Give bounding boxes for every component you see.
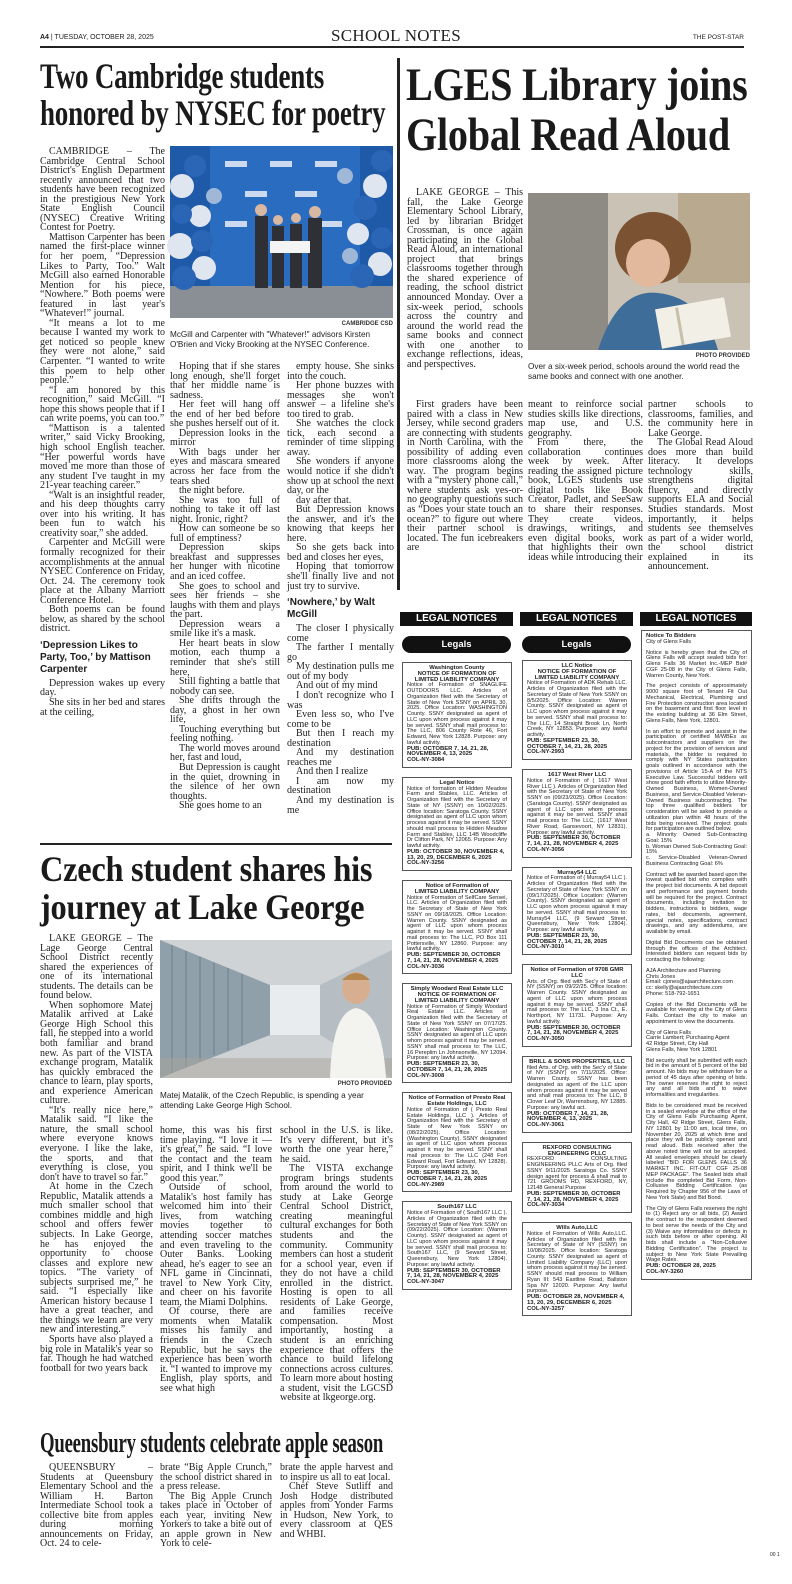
legal-notice [402, 662, 512, 768]
legal-notice [522, 660, 632, 760]
notice-id: COL-NY-3061 [527, 1122, 565, 1128]
notice-id: COL-NY-2989 [407, 1181, 445, 1188]
paragraph: “Mattison is a talented writer,” said Vicky Brooking, high school English teacher. “Her powerful words have moved me more than those of any student I've taught in my 21-year teaching career.” [40, 422, 165, 492]
notice-title: 1617 West River LLC [547, 772, 607, 778]
legal-notices-header: LEGAL NOTICES [640, 612, 752, 626]
notice-body: Notice of Formation of SNAGLIFE OUTDOORS LLC. Articles of Organization filed with the Secretary of State of New York SSNY on APRIL 30, 2025. Office Location: WASHINGTON County. SSNY designated as agent of LLC upon whom process against it may be served. SSNY shall mail process to: The LLC, 806 County Rote 46, Fort Edward, New York 12828. Purpose: any lawful activity. [407, 682, 507, 746]
notice-body: Notice is hereby given that the City of Glens Falls will accept sealed bids for: Glens Falls 36 Market Inc.-MEP Bid# CGF 25-08 in the City of Glens Falls, Warren County, New York. [646, 649, 747, 679]
notice-id: COL-NY-3084 [407, 757, 445, 763]
lges-headline: LGES Library joins Global Read Aloud [406, 59, 748, 161]
student-hallway-photo-image [160, 940, 392, 1078]
czech-column-2 [160, 1126, 272, 1422]
notice-body: Digital Bid Documents can be obtained through the offices of the Architect. Interested bidders can request bids by contacting the following: [646, 939, 747, 963]
paragraph: The Global Read Aloud does more than build literacy. It develops technology skills, strengthens digital fluency, and directly supports ELA and Social Studies standards. Most importantly, it helps students see themselves as part of a wider world, the school district explained in its announcement. [648, 437, 753, 573]
legal-column-2 [522, 660, 632, 1554]
notice-body: Notice of Formation of SelfCare Sensei, LLC. Articles of Organization filed with the Secretary of State of New York SSNY on 09/18/2025. Office Location: Warren County. SSNY designated as agent of LLC upon whom process against it may be served. SSNY shall mail process to: The LLC, PO Box 111 Pottersville, NY 12860. Purpose: any lawful activity. [407, 894, 507, 953]
czech-headline: Czech student shares his journey at Lake George [40, 849, 373, 927]
notice-title: BRILL & SONS PROPERTIES, LLC [529, 1058, 625, 1065]
paragraph: home, this was his first time playing. “I love it — it's great,” he said. “I love the contact and the team spirit, and I think we'll be good this year.” [160, 1125, 272, 1184]
paragraph: But Depression knows the answer, and it's the knowing that keeps her here. [287, 504, 394, 544]
czech-photo-caption: Matej Matalik, of the Czech Republic, is spending a year attending Lake George High School. [160, 1091, 364, 1110]
page-folio: A4 | TUESDAY, OCTOBER 28, 2025 [40, 34, 154, 41]
paragraph: Her phone buzzes with messages she won't answer – a lifeline she's too tired to grab. [287, 380, 394, 420]
legal-notice [522, 1222, 632, 1316]
czech-column-3 [280, 1126, 393, 1422]
paragraph: With bags under her eyes and mascara smeared across her face from the tears shed [170, 446, 280, 487]
paragraph: Sports have also played a big role in Matalik's year so far. Though he had watched football for two years back [40, 1333, 153, 1374]
legal-notice [402, 983, 512, 1083]
notice-body: Arts. of Org. filed with Sec'y of State of NY (SSNY) on 09/22/25. Office location: Warren County. SSNY designated as agent of LLC upon whom process against it may be served. SSNY shall mail process to: The LLC, 3 Ina Ct., E. Northport, NY 11731. Purpose: Any lawful activity. [527, 978, 627, 1025]
paragraph: Chef Steve Sutliff and Josh Hodge distributed apples from Yonder Farms in Hudson, New York, to every classroom at QES and WHBI. [280, 1481, 393, 1540]
notice-body: a. Minority Owned Sub-Contracting Goal: 15% [646, 832, 747, 844]
paragraph: Depression looks in the mirror [170, 427, 280, 449]
notice-publication-dates: PUB: SEPTEMBER 30, OCTOBER 7, 14, 21, 28, NOVEMBER 4, 2025 [527, 1024, 621, 1037]
notice-title: Notice To Bidders [646, 633, 696, 639]
newspaper-name: THE POST-STAR [692, 34, 744, 41]
notice-body: Notice of Formation of Wills Auto,LLC. Articles of Organization filed with the Secretary of State of NY (SSNY) on 10/08/2025. Office location: Saratoga County. SSNY designated as agent of Limited Liability Company (LLC) upon whom process against it may be served. SSNY should mail process to William Ryan III: 543 Eastline Road, Ballston Spa NY 12020. Purpose: Any lawful purpose. [527, 1230, 627, 1295]
notice-title: REXFORD CONSULTING ENGINEERING PLLC [542, 1144, 612, 1157]
notice-body: Notice of Formation of ( 1617 West River LLC ). Articles of Organization filed with the Secretary of State of New York SSNY on (09/23/2025). Office Location: (Saratoga County). SSNY designated as agent of LLC upon whom process against it may be served. SSNY shall mail process to: The LLC, (1617 West River Road, Gansevoort, NY 12831). Purpose: any lawful activity. [527, 777, 627, 836]
notice-id: COL-NY-3034 [527, 1202, 565, 1209]
legal-notice [402, 880, 512, 974]
notice-body: Contract will be awarded based upon the lowest qualified bid who complies with the project bid documents. A bid deposit and performance and payment bonds will be required for the project. Contract documents, including invitation to bidders, instructions to bidders, wage rates, bid documents, agreement, special notes, specifications, contract drawings, and any addendums, are available by email. [646, 871, 747, 935]
legal-column-3 [641, 630, 752, 1554]
notice-publication-dates: PUB: OCTOBER 30, NOVEMBER 4, 13, 20, 29, DECEMBER 6, 2025 [407, 848, 505, 861]
notice-id: COL-NY-3047 [407, 1279, 445, 1285]
legal-column-1 [402, 662, 512, 1554]
notice-publication-dates: PUB: SEPTEMBER 23, 30, OCTOBER 7, 14, 21, 28, 2025 [527, 737, 608, 750]
notice-id: COL-NY-3010 [527, 944, 565, 951]
paragraph: And my destination is me [287, 794, 394, 816]
paragraph: CAMBRIDGE – The Cambridge Central School District's English Department recently announced that two students have been recognized in the prestigious New York State English Council (NYSEC) Creative Writing Contest for Poetry. [40, 146, 165, 234]
paragraph: But Depression is caught in the quiet, drowning in the silence of her own thoughts. [170, 761, 280, 802]
paragraph: Of course, there are moments when Matalik misses his family and friends in the Czech Republic, but he says the experience has been worth it. “I wanted to improve my English, play sports, and see what high [160, 1306, 272, 1394]
cambridge-photo-credit: CAMBRIDGE CSD [341, 321, 393, 327]
notice-publication-dates: PUB: SEPTEMBER 23, 30, OCTOBER 7, 14, 21, 28, 2025 [407, 1170, 488, 1182]
issue-date: TUESDAY, OCTOBER 28, 2025 [54, 34, 154, 41]
page-number: A4 [40, 34, 49, 41]
notice-body: AJA Architecture and Planning [646, 967, 721, 974]
notice-publication-dates: PUB: SEPTEMBER 23, 30, OCTOBER 7, 14, 21, 28, 2025 [527, 932, 608, 945]
lges-photo-caption: Over a six-week period, schools around the world read the same books and connect with one another. [528, 362, 740, 381]
paragraph: She was too full of nothing to take it off last night. Ironic, right? [170, 494, 280, 525]
notice-id: COL-NY-2993 [527, 749, 565, 756]
paragraph: empty house. She sinks into the couch. [287, 361, 394, 382]
paragraph: And out of my mind [296, 680, 378, 692]
legal-notice [522, 1056, 632, 1133]
notice-id: COL-NY-3008 [407, 1072, 445, 1079]
cambridge-column-3 [287, 361, 394, 816]
notice-body: Bids to be considered must be received in a sealed envelope at the office of the City of Glens Falls Purchasing Agent, City Hall, 42 Ridge Street, Glens Falls, NY 12801 by 11:00 am, local time, on November 20, 2025 at which time and place they will be publicly opened and read aloud. Bids received after the above noted time will not be accepted. All sealed envelopes should be clearly labeled “BID FOR GLENS FALLS 36 MARKET INC. FIT-OUT CGF 25-08 MEP PACKAGE”. The Sealed bids shall include the completed Bid Form, Non-Collusive Bidding Certification (as Required by Chapter 956 of the Laws of New York State) and Bid Bond. [646, 1102, 747, 1201]
paragraph: She wonders if anyone would notice if she didn't show up at school the next day, or the [287, 456, 394, 497]
paragraph: But then I reach my destination [287, 728, 394, 749]
paragraph: The world moves around her, fast and loud, [170, 742, 280, 764]
article-rule [40, 843, 392, 845]
queensbury-headline: Queensbury students celebrate apple season [40, 1427, 384, 1459]
paragraph: Her feet will hang off the end of her bed before she pushes herself out of it. [170, 399, 280, 430]
notice-body: REXFORD CONSULTING ENGINEERING PLLC Arts of Org. filed SSNY 9/11/2025 Saratoga Co. SSNY design agent for process & shall mail to 721 GROOMS RD, REXFORD, NY, 12148 General Purpose [527, 1156, 627, 1191]
czech-photo-credit: PHOTO PROVIDED [337, 1081, 392, 1087]
paragraph: Hoping that if she stares long enough, she'll forget that her middle name is sadness. [170, 361, 280, 401]
cambridge-column-1 [40, 146, 165, 718]
paragraph: The VISTA exchange program brings students from around the world to study at Lake George Central School District, creating meaningful cultural exchanges for both students and the community. Community members can host a student for a school year, even if they do not have a child enrolled in the district. Hosting is open to all residents of Lake George, and families receive compensation. Most importantly, hosting a student is an enriching experience that offers the chance to build lifelong connections across cultures. To learn more about hosting a student, visit the LGCSD website at lkgeorge.org. [280, 1163, 393, 1404]
paragraph: LAKE GEORGE – The Lage George Central School District recently shared the experiences of one of its international students. The details can be found below. [40, 933, 153, 1002]
notice-title: LIMITED LIABILITY COMPANY [414, 888, 500, 895]
notice-publication-dates: PUB: SEPTEMBER 30, OCTOBER 7, 14, 21, 28, NOVEMBER 4, 2025 [407, 952, 501, 964]
notice-body: Bid security shall be submitted with each bid in the amount of 5 percent of the bid amount. No bids may be withdrawn for a period of 45 days after opening of bids. The owner reserves the right to reject any and all bids and to waive informalities and irregularities. [646, 1057, 747, 1098]
cambridge-photo-caption: McGill and Carpenter with "Whatever!" advisors Kirsten O'Brien and Vicky Brooking at the NYSEC Conference. [170, 330, 371, 349]
notice-publication-dates: PUB: OCTOBER 7, 14, 21, 28, NOVEMBER 4, 13, 2025 [407, 745, 489, 758]
paragraph: Touching everything but feeling nothing. [170, 723, 280, 745]
notice-body: City of Glens Falls [646, 638, 692, 645]
paragraph: She drifts through the day, a ghost in her own life, [170, 695, 280, 726]
legal-notice [402, 777, 512, 871]
notice-body: Notice of Formation of ADK Rehab LLC. Articles of Organization filed with the Secretary of State of New York SSNY on 8/5/2025. Office Location: Warren County. SSNY designated as agent of LLC upon whom process against it may be served. SSNY shall mail process to: The LLC, 14 Straight Brook Ln, North Creek, NY 12853. Purpose: any lawful activity. [527, 680, 627, 738]
subhead: ‘Nowhere,’ by Walt McGill [287, 597, 375, 621]
paragraph: I don't recognize who I was [287, 689, 394, 711]
notice-publication-dates: PUB: OCTOBER 7, 14, 21, 28, NOVEMBER 4, 13, 2025 [527, 1110, 609, 1123]
notice-title: LLC Notice [561, 663, 593, 669]
notice-body: Glens Falls, New York 12801 [646, 1046, 718, 1053]
notice-body: 42 Ridge Street, City Hall [646, 1041, 709, 1047]
notice-title: Wills Auto,LLC [556, 1225, 598, 1231]
paragraph: QUEENSBURY – Students at Queensbury Elementary School and the William H. Barton Intermediate School took a collective bite from apples during morning announcements on Friday, Oct. 24 to cele- [40, 1462, 153, 1550]
paragraph: The Big Apple Crunch takes place in October of each year, inviting New Yorkers to take a bite out of an apple grown in New York to cele- [160, 1490, 272, 1550]
paragraph: When sophomore Matej Matalik arrived at Lake George High School this fall, he stepped into a world both familiar and brand new. As part of the VISTA exchange program, Matalik has quickly embraced the chance to learn, play sports, and experience American culture. [40, 999, 153, 1107]
paragraph: The farther I mentally go [287, 642, 394, 663]
legal-notice [522, 867, 632, 956]
legals-category-tab[interactable]: Legals [402, 636, 511, 653]
notice-body: cc: skelly@ajaarchitecture.com [646, 985, 723, 991]
paragraph: She watches the clock tick, each second a reminder of time slipping away. [287, 418, 394, 458]
legal-notice [402, 1092, 512, 1192]
paragraph: How can someone be so full of emptiness? [170, 523, 280, 544]
notice-id: COL-NY-3257 [527, 1305, 565, 1312]
notice-id: COL-NY-3056 [527, 846, 565, 853]
notice-body: Phone: 518-792-1651 [646, 990, 700, 997]
lges-column-4 [648, 400, 753, 585]
paragraph: “Walt is an insightful reader, and his deep thoughts carry over into his writing. It has been fun to watch his creativity soar,” she added. [40, 489, 165, 539]
notice-title: NOTICE OF FORMATION OF LIMITED LIABILITY COMPANY [414, 992, 500, 1004]
legals-category-tab[interactable]: Legals [522, 636, 631, 653]
cambridge-photo [170, 146, 393, 318]
paragraph: “It means a lot to me because I wanted my work to get noticed so people knew they were not alone,” said Carpenter. “I wanted to write this poem to help other people.” [40, 317, 165, 387]
paragraph: “I am honored by this recognition,” said McGill. “I hope this shows people that if I can write poems, you can too.” [40, 384, 165, 425]
notice-publication-dates: PUB: SEPTEMBER 30, OCTOBER 7, 14, 21, 28, NOVEMBER 4, 2025 [407, 1267, 501, 1280]
paragraph: The closer I physically come [287, 623, 394, 644]
notice-publication-dates: PUB: OCTOBER 28, NOVEMBER 4, 13, 20, 29, DECEMBER 6, 2025 [527, 1294, 625, 1306]
notice-publication-dates: PUB: SEPTEMBER 30, OCTOBER 7, 14, 21, 28, NOVEMBER 4, 2025 [527, 1190, 621, 1203]
queensbury-column-2 [160, 1463, 272, 1553]
column-divider [397, 58, 400, 590]
paragraph: And then I realize [296, 766, 368, 778]
legal-notice [522, 964, 632, 1047]
paragraph: My destination pulls me out of my body [287, 661, 394, 682]
notice-publication-dates: PUB: SEPTEMBER 30, OCTOBER 7, 14, 21, 28, NOVEMBER 4, 2025 [527, 835, 621, 847]
notice-body: Notice of Formation of ( Murray54 LLC ). Articles of Organization filed with the Secretary of State of New York SSNY on (09/17/2025). Office Location: (Warren County). SSNY designated as agent of LLC upon whom process against it may be served. SSNY shall mail process to: Murray54 LLC, (9 Seward Street, Queensbury, New York 12804). Purpose: any lawful activity. [527, 875, 627, 933]
page-marker: 00 1 [770, 1552, 780, 1558]
paragraph: LAKE GEORGE – This fall, the Lake George Elementary School Library, led by librarian Bridget Crossman, is once again participating in the Global Read Aloud, an international project that brings classrooms together through the shared experience of reading, the school district announced Monday. Over a six-week period, schools across the country and around the world read the same books and connect with one another to exchange reflections, ideas, and perspectives. [407, 187, 523, 370]
notice-body: The City of Glens Falls reserves the right to (1) Reject any or all bids, (2) Award the contract to the respondent deemed to best serve the needs of the City and (3) Waive any informalities or defects in such bids before or after opening. All bids shall include a “Non-Collusive Bidding Certification”. The project is subject to New York State Prevailing Wage Rates. [646, 1205, 747, 1264]
notice-title: NOTICE OF FORMATION OF LIMITED LIABILITY COMPANY [534, 668, 620, 681]
czech-column-1 [40, 934, 153, 1422]
notice-body: In an effort to promote and assist in the participation of certified M/WBEs as subcontractors and suppliers on the project for the provision of services and materials, the bidder is required to comply with NY States participation goals outlined in accordance with the provisions of Article 15-A of the NTS Executive Law. Successful bidders will show good faith efforts to utilize Minority-Owned Business, Women-Owned Business, and Service-Disabled Veteran-Owned Business subcontracting. The top three qualified bidders for consideration will be asked to provide a utilization plan within 48 hours of the bids being received. The project goals for participation are outlined below. [646, 728, 747, 833]
notice-body: b. Woman Owned Sub-Contracting Goal: 15% [646, 843, 747, 856]
notice-id: COL-NY-3050 [527, 1036, 565, 1042]
notice-body: Email: cjones@ajaarchitecture.com [646, 979, 734, 986]
award-photo-image [170, 146, 393, 318]
cambridge-column-2 [170, 361, 280, 812]
paragraph: She sits in her bed and stares at the ceiling, [40, 696, 165, 718]
queensbury-column-1 [40, 1463, 153, 1553]
notice-title: Notice of Formation of 9708 GMR LLC [530, 967, 624, 979]
notice-body: City of Glens Falls [646, 1029, 692, 1036]
paragraph: Depression wears a smile like it's a mask. [170, 618, 280, 640]
paragraph: Depression skips breakfast and suppresses her hunger with nicotine and an iced coffee. [170, 542, 280, 583]
notice-body: c. Service-Disabled Veteran-Owned Business Contracting Goal: 6% [646, 855, 747, 867]
legal-notice [522, 769, 632, 858]
lges-column-3 [528, 400, 643, 585]
legal-notice [522, 1142, 632, 1213]
notice-title: NOTICE OF FORMATION OF LIMITED LIABILITY COMPANY [414, 670, 500, 683]
notice-title: Legal Notice [439, 779, 475, 786]
notice-title: Notice of Formation of Presto Real Estate Holdings, LLC [408, 1095, 506, 1107]
notice-id: COL-NY-3036 [407, 963, 445, 970]
czech-photo [160, 940, 392, 1078]
paragraph: partner schools to classrooms, families, and the community here in Lake George. [648, 399, 753, 439]
paragraph: meant to reinforce social studies skills like directions, map use, and U.S. geography. [528, 399, 643, 439]
paragraph: From there, the collaboration continues week by week. After reading the assigned picture book, LGES students use digital tools like Book Creator, Padlet, and SeeSaw to share their responses. They create videos, drawings, writings, and even digital books, work that highlights their own ideas while introducing their [528, 437, 643, 563]
notice-body: Notice of Formation of ( Presto Real Estate Holdings, LLC ). Articles of Organization filed with the Secretary of State of New York SSNY on (08/22/2025). Office Location: (Washington County). SSNY designated as agent of LLC upon whom process against it may be served. SSNY shall mail process to: The LLC (248 Fort Edward Road, Fort Edward, NY 12828). Purpose: any lawful activity. [407, 1106, 507, 1171]
notice-title: South167 LLC [437, 1204, 477, 1211]
paragraph: At home in the Czech Republic, Matalik attends a much smaller school that combines middle and high school and offers fewer subjects. In Lake George, he has enjoyed the opportunity to choose classes and explore new topics. “The variety of subjects surprised me,” he said. “I especially like American history because I have a great teacher, and the things we learn are very new and interesting.” [40, 1181, 153, 1336]
paragraph: And my destination reaches me [287, 747, 394, 768]
reading-child-photo-image [528, 193, 750, 350]
header-rule [40, 46, 744, 48]
paragraph: I am now my destination [287, 775, 394, 797]
legal-notices-header: LEGAL NOTICES [520, 612, 633, 626]
paragraph: Both poems can be found below, as shared by the school district. [40, 604, 165, 635]
legal-notice [641, 630, 752, 1280]
notice-body: The project consists of approximately 9000 square foot of Tenant Fit Out Mechanical, Electrical, Plumbing and Fire Protection construction area located on the basement and first floor level in the existing building at 36 Elm Street, Glens Falls, New York, 12801. [646, 683, 747, 724]
paragraph: school in the U.S. is like. It's very different, but it's worth the one year here,” he said. [280, 1125, 393, 1165]
paragraph: Her heart beats in slow motion, each thump a reminder that she's still here, [170, 637, 280, 678]
lges-column-2 [407, 400, 523, 585]
paragraph: brate the apple harvest and to inspire us all to eat local. [280, 1462, 393, 1483]
notice-title: Murray54 LLC [557, 869, 597, 876]
subhead: ‘Depression Likes to Party, Too,’ by Mattison Carpenter [40, 639, 151, 675]
paragraph: Still fighting a battle that nobody can see. [170, 676, 280, 697]
notice-publication-dates: PUB: OCTOBER 28, 2025 [646, 1263, 716, 1269]
paragraph: Outside of school, Matalik's host family has welcomed him into their lives, from watching movies together to attending soccer matches and even traveling to the Outer Banks. Looking ahead, he's eager to see an NFL game in Cincinnati, travel to New York City, and cheer on his favorite team, the Miami Dolphins. [160, 1182, 272, 1308]
notice-title: Washington County [429, 665, 485, 671]
paragraph: Carpenter and McGill were formally recognized for their accomplishments at the annual NYSEC Conference on Friday, Oct. 24. The ceremony took place at the Albany Marriott Conference Hotel. [40, 537, 165, 606]
paragraph: Even less so, who I've come to be [287, 709, 394, 730]
paragraph: Depression wakes up every day. [40, 677, 165, 699]
notice-body: Notice of Formation of ( South167 LLC ). Articles of Organization filed with the Secretary of State of New York SSNY on (09/22/2025). Office Location: (Warren County). SSNY designated as agent of LLC upon whom process against it may be served. SSNY shall mail process to: South167 LLC, (9 Seward Street, Queensbury, New York 12804). Purpose: any lawful activity. [407, 1210, 507, 1268]
legal-notices-header: LEGAL NOTICES [400, 612, 513, 626]
notice-body: Chris Jones [646, 973, 676, 980]
paragraph: Hoping that tomorrow she'll finally live and not just try to survive. [287, 561, 394, 592]
notice-body: Notice of formation of Hidden Meadow Farm and Stables, LLC. Articles of Organization filed with the Secretary of State of NY (SSNY) on 10/02/2025. Office location: Saratoga County. SSNY designated as agent of LLC upon whom process against it may be served. SSNY should mail process to Hidden Meadow Farm and Stables, LLC 14B Woodcliffe Dr Clifton Park, NY 12065. Purpose: Any lawful activity. [407, 785, 507, 849]
notice-id: COL-NY-3256 [407, 860, 445, 867]
paragraph: So she gets back into bed and closes her eyes, [287, 542, 394, 563]
notice-body: filed Arts. of Org. with the Sec'y of State of NY (SSNY) on 7/11/2025. Office: Warren County. SSNY has been designated as agent of the LLC upon whom process against it may be served and shall mail process to: The LLC, 8 Clover Leaf Dr, Warrensburg, NY 12885. Purpose: any lawful act. [527, 1064, 627, 1111]
paragraph: day after that. [296, 494, 352, 506]
section-title: SCHOOL NOTES [330, 26, 461, 45]
notice-title: Notice of Formation of [425, 883, 489, 889]
lges-photo-credit: PHOTO PROVIDED [695, 353, 750, 359]
lges-column-1 [407, 188, 523, 400]
notice-body: Copies of the Bid Documents will be available for viewing at the City of Glens Falls. Contact the city to make an appointment to view the documents. [646, 1001, 747, 1025]
paragraph: She goes to school and sees her friends – she laughs with them and plays the part. [170, 580, 280, 621]
paragraph: Mattison Carpenter has been named the first-place winner for her poem, “Depression Likes to Party, Too.” Walt McGill also earned Honorable Mention for his piece, “Nowhere.” Both poems were featured in last year's “Whatever!” journal. [40, 231, 165, 320]
paragraph: First graders have been paired with a class in New Jersey, while second graders are connecting with students in North Carolina, with the possibility of adding even more classrooms along the way. The program begins with a “mystery phone call,” where students ask yes-or-no geography questions such as “Does your state touch an ocean?” to figure out where their partner school is located. The fun icebreakers are [407, 399, 523, 554]
paragraph: brate “Big Apple Crunch,” the school district shared in a press release. [160, 1462, 272, 1493]
notice-publication-dates: PUB: SEPTEMBER 23, 30, OCTOBER 7, 14, 21, 28, 2025 [407, 1061, 488, 1073]
notice-body: Carrie Lambert; Purchasing Agent [646, 1035, 730, 1042]
paragraph: She goes home to an [179, 800, 262, 812]
notice-id: COL-NY-3260 [646, 1268, 684, 1275]
cambridge-headline: Two Cambridge students honored by NYSEC for poetry [40, 56, 386, 133]
lges-photo [528, 193, 750, 350]
notice-title: Simply Woodard Real Estate LLC [410, 986, 504, 993]
paragraph: the night before. [179, 485, 245, 497]
notice-body: Notice of Formation of Simply Woodard Real Estate LLC. Articles of Organization filed with the Secretary of State of New York SSNY on 07/17/25. Office Location: Washington County. SSNY designated as agent of LLC upon whom process against it may be served. SSNY shall mail process to: The LLC, 16 Pereplim Ln Johnsonville, NY 12094. Purpose: any lawful activity. [407, 1003, 507, 1062]
queensbury-column-3 [280, 1463, 393, 1553]
legal-notice [402, 1201, 512, 1290]
paragraph: “It's really nice here,” Matalik said. “I like the nature, the small school where everyone knows everyone. I like the lake, the sports, and that everything is close, you don't have to travel so far.” [40, 1104, 153, 1183]
